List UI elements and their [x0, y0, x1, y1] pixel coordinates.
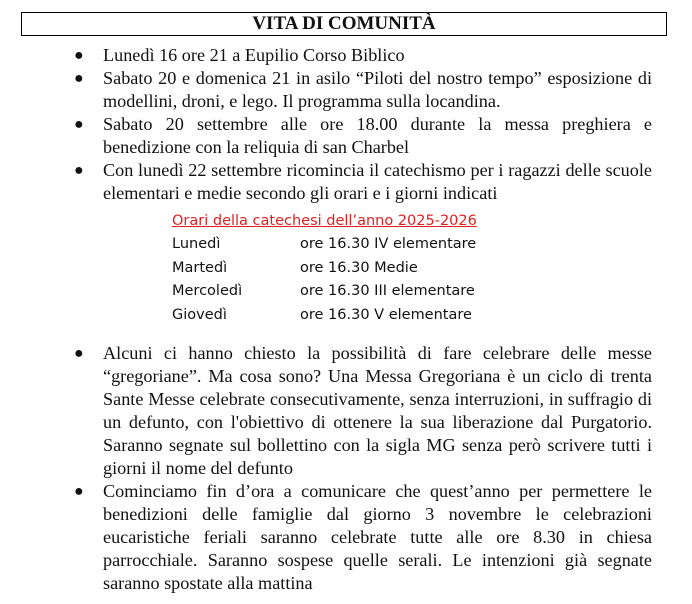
list-item: [0, 342, 692, 480]
schedule-row: [172, 233, 477, 257]
schedule-day: Martedì: [172, 259, 228, 276]
schedule-day: Lunedì: [172, 236, 221, 252]
item-text: Sabato 20 e domenica 21 in asilo “Piloti del nostro tempo” esposizione di modellini, droni, e lego. Il programma sulla locandina.: [103, 68, 652, 111]
schedule-day: Mercoledì: [172, 283, 243, 299]
list-item: [0, 67, 692, 113]
bullet-icon: ●: [74, 47, 84, 64]
bullet-icon: ●: [74, 162, 84, 179]
bullet-icon: ●: [74, 116, 84, 133]
item-text: Sabato 20 settembre alle ore 18.00 durante la messa preghiera e benedizione con la reliquia di san Charbel: [103, 114, 652, 157]
schedule-row: [172, 257, 477, 281]
bullet-icon: ●: [74, 345, 84, 362]
schedule-title: Orari della catechesi dell’anno 2025-2026: [172, 213, 477, 229]
section-title: VITA DI COMUNITÀ: [21, 12, 667, 36]
item-text: Lunedì 16 ore 21 a Eupilio Corso Biblico: [103, 45, 405, 65]
item-text: Alcuni ci hanno chiesto la possibilità di fare celebrare delle messe “gregoriane”. Ma cosa sono? Una Messa Gregoriana è un ciclo di trenta Sante Messe celebrate consecutivamente, senza interruzioni, in suffragio di un defunto, con l'obiettivo di ottenere la sua liberazione dal Purgatorio. Saranno segnate sul bollettino con la sigla MG senza però scrivere tutti i giorni il nome del defunto: [103, 343, 652, 478]
announcement-list: [0, 44, 692, 205]
list-item: [0, 480, 692, 595]
bullet-icon: ●: [74, 483, 84, 500]
item-text: Cominciamo fin d’ora a comunicare che quest’anno per permettere le benedizioni delle famiglie dal giorno 3 novembre le celebrazioni eucaristiche feriali saranno celebrate tutte alle ore 8.30 in chiesa parrocchiale. Saranno sospese quelle serali. Le intenzioni già segnate saranno spostate alla mattina: [103, 481, 652, 593]
schedule-row: [172, 280, 477, 304]
schedule-day: Giovedì: [172, 306, 227, 323]
schedule-time: ore 16.30 IV elementare: [300, 236, 477, 252]
list-item: [0, 44, 692, 67]
list-item: [0, 113, 692, 159]
schedule-time: ore 16.30 Medie: [300, 259, 418, 276]
list-item: [0, 159, 692, 205]
schedule-row: [172, 304, 477, 328]
item-text: Con lunedì 22 settembre ricomincia il catechismo per i ragazzi delle scuole elementari e medie secondo gli orari e i giorni indicati: [103, 160, 652, 203]
bullet-icon: ●: [74, 70, 84, 87]
catechism-schedule: [172, 210, 477, 327]
schedule-time: ore 16.30 V elementare: [300, 306, 472, 323]
schedule-time: ore 16.30 III elementare: [300, 283, 475, 299]
announcement-list-continued: [0, 342, 692, 595]
